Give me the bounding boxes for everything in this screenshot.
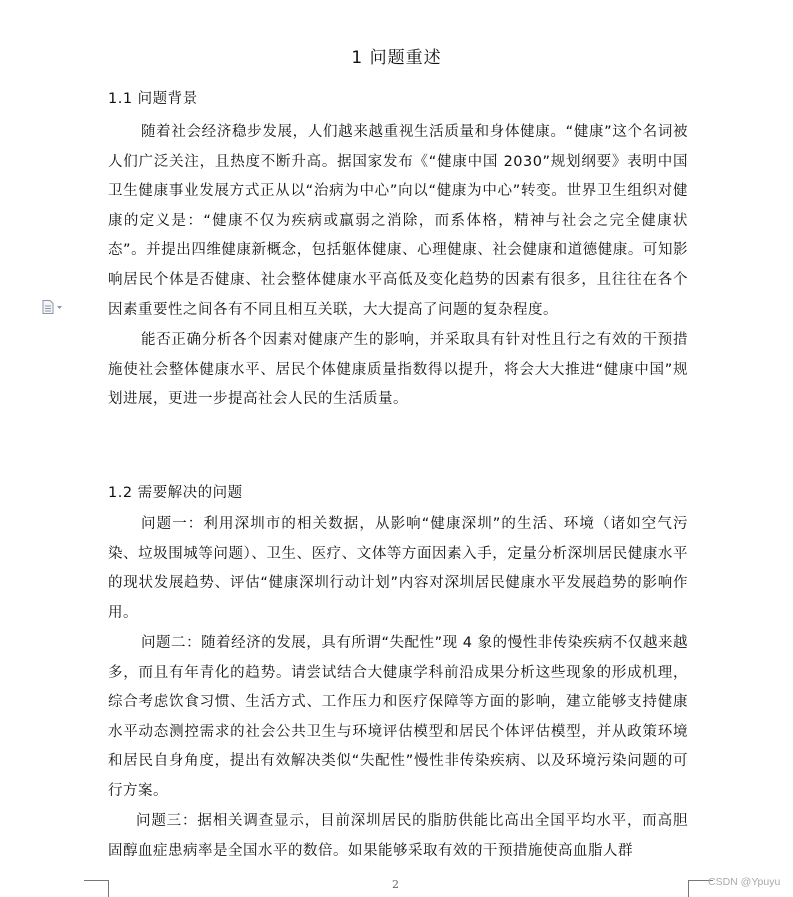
paragraph-background-2: 能否正确分析各个因素对健康产生的影响，并采取具有针对性且行之有效的干预措施使社会整体健康水平、居民个体健康质量指数得以提升，将会大大推进“健康中国”规划进展，更进一步提高社会人民的生活质量。: [108, 332, 688, 408]
section-heading-background: 1.1 问题背景: [108, 91, 198, 107]
section-heading-problems: 1.2 需要解决的问题: [108, 485, 243, 501]
page-corner-mark-left: [84, 880, 109, 897]
paragraph-problem-3: 问题三：据相关调查显示，目前深圳居民的脂肪供能比高出全国平均水平，而高胆固醇血症患病率是全国水平的数倍。如果能够采取有效的干预措施使高血脂人群: [108, 813, 688, 859]
paragraph-problem-2: 问题二：随着经济的发展，具有所谓“失配性”现 4 象的慢性非传染疾病不仅越来越多，而且有年青化的趋势。请尝试结合大健康学科前沿成果分析这些现象的形成机理，综合考虑饮食习惯、生活方式、工作压力和医疗保障等方面的影响，建立能够支持健康水平动态测控需求的社会公共卫生与环境评估模型和居民个体评估模型，并从政策环境和居民自身角度，提出有效解决类似“失配性”慢性非传染疾病、以及环境污染问题的可行方案。: [108, 635, 688, 799]
paragraph-background-1: 随着社会经济稳步发展，人们越来越重视生活质量和身体健康。“健康”这个名词被人们广泛关注，且热度不断升高。据国家发布《“健康中国 2030”规划纲要》表明中国卫生健康事业发展方式正从以“治病为中心”向以“健康为中心”转变。世界卫生组织对健康的定义是：“健康不仅为疾病或羸弱之消除，而系体格，精神与社会之完全健康状态”。并提出四维健康新概念，包括躯体健康、心理健康、社会健康和道德健康。可知影响居民个体是否健康、社会整体健康水平高低及变化趋势的因素有很多，且往往在各个因素重要性之间各有不同且相互关联，大大提高了问题的复杂程度。: [108, 124, 688, 318]
document-dropdown-icon[interactable]: [42, 300, 64, 314]
paragraph-problem-1: 问题一：利用深圳市的相关数据，从影响“健康深圳”的生活、环境（诸如空气污染、垃圾围城等问题）、卫生、医疗、文体等方面因素入手，定量分析深圳居民健康水平的现状发展趋势、评估“健康深圳行动计划”内容对深圳居民健康水平发展趋势的影响作用。: [108, 516, 688, 621]
watermark: CSDN @Ypuyu: [708, 876, 781, 888]
document-title: 1 问题重述: [351, 48, 442, 68]
page-number: 2: [392, 878, 399, 891]
